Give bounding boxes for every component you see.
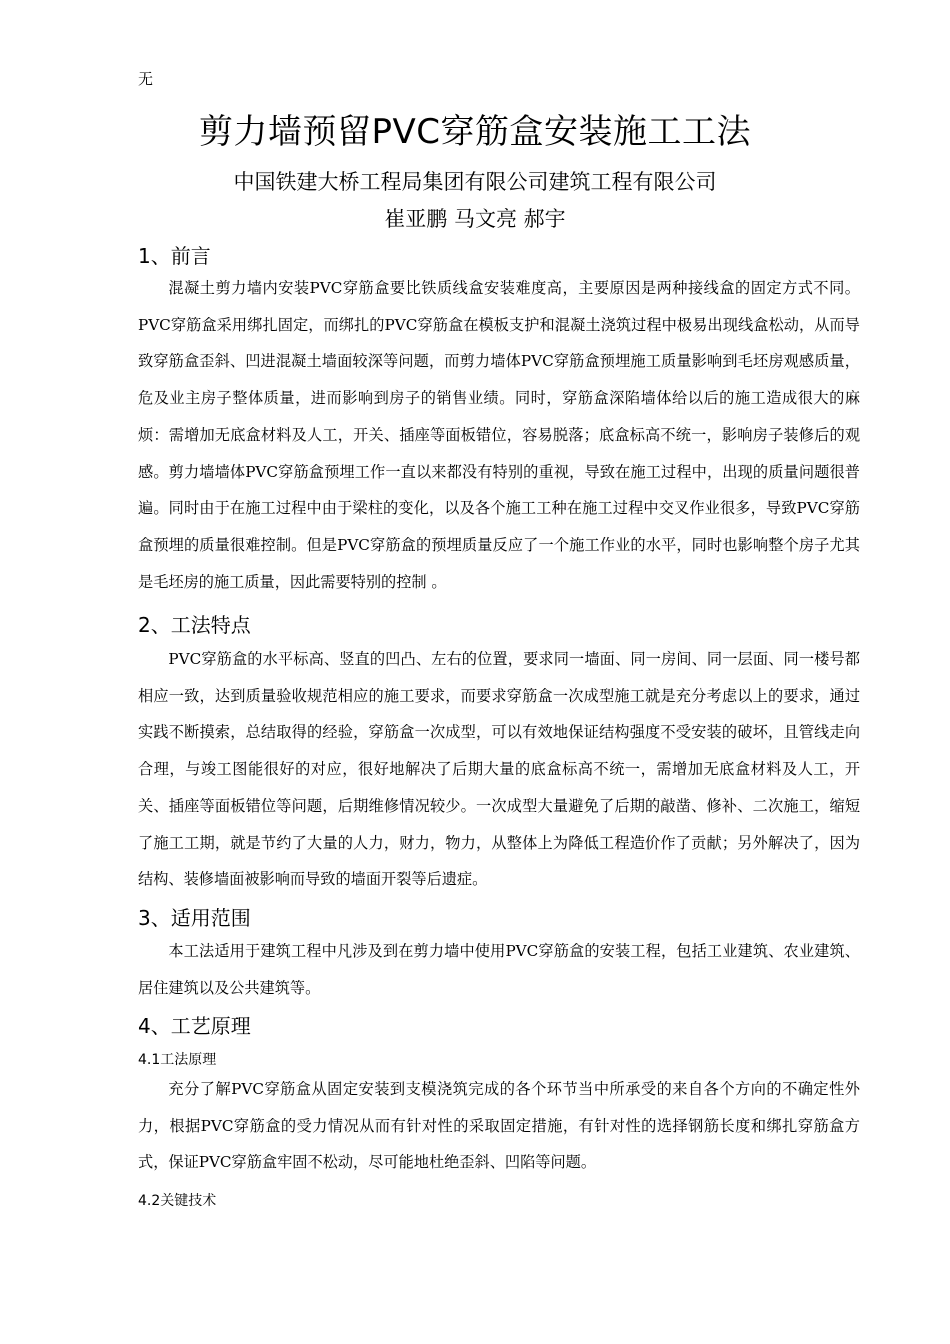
section-2-heading: 2、工法特点 — [138, 613, 251, 637]
document-title: 剪力墙预留PVC穿筋盒安装施工工法 — [198, 112, 751, 152]
section-3-heading: 3、适用范围 — [138, 906, 251, 930]
subsection-4-1-paragraph: 充分了解PVC穿筋盒从固定安装到支模浇筑完成的各个环节当中所承受的来自各个方向的不确定性外力，根据PVC穿筋盒的受力情况从而有针对性的采取固定措施，有针对性的选择钢筋长度和绑扎穿筋盒方式，保证PVC穿筋盒牢固不松动，尽可能地杜绝歪斜、凹陷等问题。 — [138, 1080, 860, 1172]
section-4-heading: 4、工艺原理 — [138, 1014, 251, 1038]
authors: 崔亚鹏 马文亮 郝宇 — [384, 207, 566, 231]
section-1-heading: 1、前言 — [138, 244, 211, 268]
header-mark: 无 — [138, 70, 154, 88]
subsection-4-1-heading: 4.1工法原理 — [138, 1052, 217, 1068]
section-2-paragraph: PVC穿筋盒的水平标高、竖直的凹凸、左右的位置，要求同一墙面、同一房间、同一层面、同一楼号都相应一致，达到质量验收规范相应的施工要求，而要求穿筋盒一次成型施工就是充分考虑以上的要求，通过实践不断摸索，总结取得的经验，穿筋盒一次成型，可以有效地保证结构强度不受安装的破坏，且管线走向合理，与竣工图能很好的对应，很好地解决了后期大量的底盒标高不统一，需增加无底盒材料及人工，开关、插座等面板错位等问题，后期维修情况较少。一次成型大量避免了后期的敲凿、修补、二次施工，缩短了施工工期，就是节约了大量的人力，财力，物力，从整体上为降低工程造价作了贡献；另外解决了，因为结构、装修墙面被影响而导致的墙面开裂等后遗症。 — [138, 650, 860, 889]
section-3-paragraph: 本工法适用于建筑工程中凡涉及到在剪力墙中使用PVC穿筋盒的安装工程，包括工业建筑、农业建筑、居住建筑以及公共建筑等。 — [138, 942, 860, 997]
organization: 中国铁建大桥工程局集团有限公司建筑工程有限公司 — [233, 170, 717, 194]
section-1-paragraph: 混凝土剪力墙内安装PVC穿筋盒要比铁质线盒安装难度高，主要原因是两种接线盒的固定方式不同。PVC穿筋盒采用绑扎固定，而绑扎的PVC穿筋盒在模板支护和混凝土浇筑过程中极易出现线盒松动，从而导致穿筋盒歪斜、凹进混凝土墙面较深等问题，而剪力墙体PVC穿筋盒预埋施工质量影响到毛坯房观感质量，危及业主房子整体质量，进而影响到房子的销售业绩。同时，穿筋盒深陷墙体给以后的施工造成很大的麻烦：需增加无底盒材料及人工，开关、插座等面板错位，容易脱落；底盒标高不统一，影响房子装修后的观感。剪力墙墙体PVC穿筋盒预埋工作一直以来都没有特别的重视，导致在施工过程中，出现的质量问题很普遍。同时由于在施工过程中由于梁柱的变化，以及各个施工工种在施工过程中交叉作业很多，导致PVC穿筋盒预埋的质量很难控制。但是PVC穿筋盒的预埋质量反应了一个施工作业的水平，同时也影响整个房子尤其是毛坯房的施工质量，因此需要特别的控制 。 — [138, 279, 860, 591]
subsection-4-2-heading: 4.2关键技术 — [138, 1193, 217, 1209]
